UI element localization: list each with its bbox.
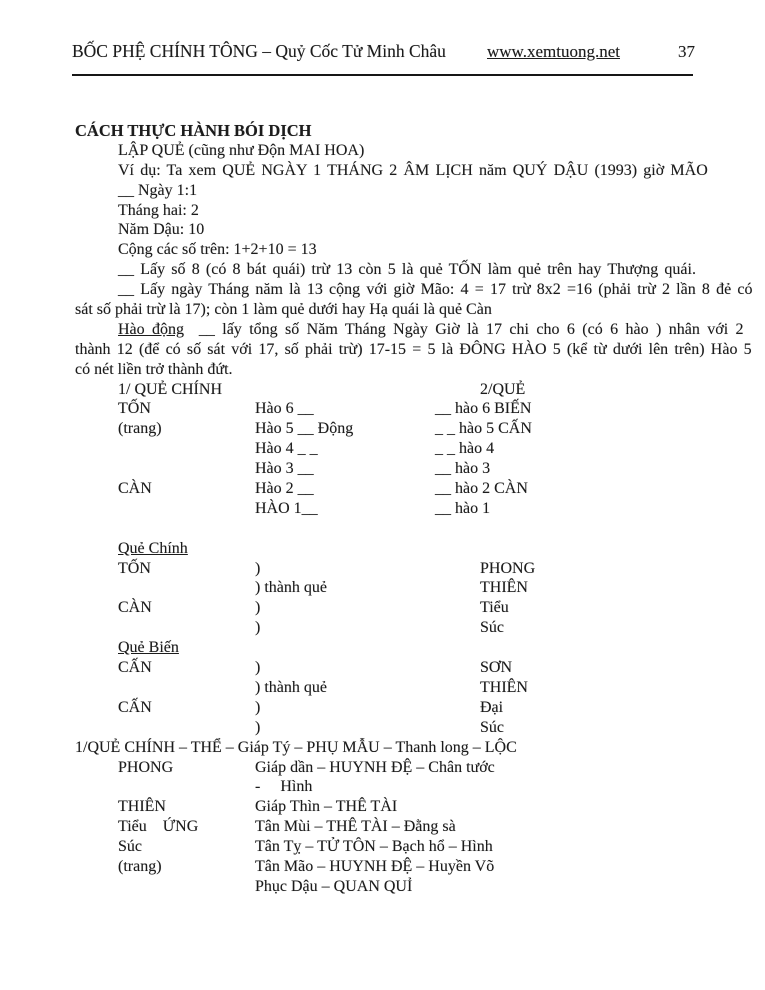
trigram-label: [118, 678, 255, 698]
hexagram-name-part: [118, 877, 255, 897]
hexagram-row: [118, 479, 715, 499]
line-changed: __ hào 6 BIẾN: [435, 400, 532, 418]
hexagram-name-part: THIÊN: [118, 798, 166, 816]
text-line: __ Lấy số 8 (có 8 bát quái) trừ 13 còn 5 là quẻ TỐN làm quẻ trên hay Thượng quái.: [118, 261, 696, 279]
result-name: SƠN: [480, 659, 513, 677]
line-attribution: Tân Mùi – THÊ TÀI – Đằng sà: [255, 818, 456, 836]
line-main: Hào 2 __: [255, 480, 314, 498]
line-main: Hào 6 __: [255, 400, 314, 418]
page-number: 37: [678, 42, 695, 61]
text-line: thành 12 (để có số sát với 17, số phải trừ) 17-15 = 5 là ĐÔNG HÀO 5 (kể từ dưới lên trên) Hào 5: [75, 340, 752, 358]
line-attribution: Giáp dần – HUYNH ĐỆ – Chân tước: [255, 758, 495, 776]
hexagram-row: [118, 439, 715, 459]
line-main: HÀO 1__: [255, 499, 318, 517]
trigram-label: [118, 578, 255, 598]
trigram-label: (trang): [118, 420, 162, 438]
main-hexagram-header: 1/ QUẺ CHÍNH: [118, 380, 222, 398]
result-name: Súc: [480, 718, 504, 736]
transform-row: [118, 658, 715, 678]
line-changed: __ hào 1: [435, 499, 491, 517]
line-main: Hào 4 _ _: [255, 440, 318, 458]
text-line-hao-dong: [75, 320, 744, 340]
que-chinh-label: Quẻ Chính: [118, 539, 188, 557]
page-content: [75, 121, 753, 897]
hexagram-name-part: [118, 777, 255, 797]
brace: ): [255, 599, 261, 617]
text-line: Cộng các số trên: 1+2+10 = 13: [118, 241, 317, 259]
hexagram-table-header: [118, 380, 715, 400]
trigram-label: TỐN: [118, 400, 151, 418]
line-attribution: Giáp Thìn – THÊ TÀI: [255, 798, 398, 816]
website-link[interactable]: www.xemtuong.net: [487, 42, 620, 61]
que-bien-label: Quẻ Biến: [118, 639, 179, 657]
spacer: [75, 519, 715, 539]
hexagram-name-part: PHONG: [118, 758, 174, 776]
hexagram-row: [118, 399, 715, 419]
brace: ): [255, 718, 261, 736]
hexagram-row: [118, 499, 715, 519]
line-changed: _ _ hào 4: [435, 440, 495, 458]
line-changed: __ hào 3: [435, 460, 491, 478]
line-attribution: - Hình: [255, 778, 313, 796]
analysis-row: [118, 758, 715, 778]
analysis-row: [118, 877, 715, 897]
result-name: THIÊN: [480, 579, 528, 597]
text-line: __ Ngày 1:1: [118, 181, 198, 199]
hexagram-name-part: Súc: [118, 838, 142, 856]
brace: ): [255, 698, 261, 716]
analysis-row: [118, 777, 715, 797]
line-attribution: Tân Tỵ – TỬ TÔN – Bạch hổ – Hình: [255, 838, 493, 856]
result-name: Tiểu: [480, 599, 509, 617]
trigram-label: [118, 439, 255, 459]
header-divider: [72, 74, 693, 76]
hexagram-name-part: Tiểu ỨNG: [118, 818, 199, 836]
transform-row: [118, 698, 715, 718]
line-attribution: Phục Dậu – QUAN QUỈ: [255, 877, 413, 895]
brace: ) thành quẻ: [255, 678, 327, 696]
line-changed: _ _ hào 5 CẤN: [435, 420, 532, 438]
result-name: PHONG: [480, 559, 536, 577]
transform-row: [118, 678, 715, 698]
hexagram-name-part: (trang): [118, 857, 162, 875]
analysis-row: [118, 857, 715, 877]
text-line: Năm Dậu: 10: [118, 221, 205, 239]
text-line: sát số phải trừ là 17); còn 1 làm quẻ dưới hay Hạ quái là quẻ Càn: [75, 301, 492, 319]
underlined-term: Hào động: [118, 320, 185, 338]
text-line: có nét liền trở thành đứt.: [75, 360, 233, 378]
trigram-label: TỐN: [118, 559, 151, 577]
trigram-label: CÀN: [118, 480, 152, 498]
running-title: BỐC PHỆ CHÍNH TÔNG – Quỷ Cốc Tử Minh Châu: [72, 41, 446, 61]
brace: ) thành quẻ: [255, 579, 327, 597]
brace: ): [255, 619, 261, 637]
analysis-row: [118, 817, 715, 837]
analysis-title: 1/QUẺ CHÍNH – THỂ – Giáp Tý – PHỤ MẪU – Thanh long – LỘC: [75, 738, 517, 756]
text-run: __ lấy tổng số Năm Tháng Ngày Giờ là 17 chi cho 6 (có 6 hào ) nhân với 2: [184, 320, 744, 338]
text-line: Ví dụ: Ta xem QUẺ NGÀY 1 THÁNG 2 ÂM LỊCH năm QUÝ DẬU (1993) giờ MÃO: [118, 161, 708, 179]
subsection-label: [75, 638, 715, 658]
result-name: Đại: [480, 698, 504, 716]
trigram-label: [118, 499, 255, 519]
line-changed: __ hào 2 CÀN: [435, 480, 528, 498]
text-line: __ Lấy ngày Tháng năm là 13 cộng với giờ Mão: 4 = 17 trừ 8x2 =16 (phải trừ 2 lần 8 đẻ có: [118, 281, 753, 299]
brace: ): [255, 659, 261, 677]
trigram-label: [118, 459, 255, 479]
line-main: Hào 5 __ Động: [255, 420, 354, 438]
line-main: Hào 3 __: [255, 460, 314, 478]
changed-hexagram-header: 2/QUẺ: [480, 380, 526, 398]
result-name: Súc: [480, 619, 504, 637]
transform-row: [118, 618, 715, 638]
trigram-label: CÀN: [118, 599, 152, 617]
result-name: THIÊN: [480, 678, 528, 696]
analysis-row: [118, 797, 715, 817]
analysis-row: [118, 837, 715, 857]
text-line: LẬP QUẺ (cũng như Độn MAI HOA): [118, 141, 365, 159]
section-heading: CÁCH THỰC HÀNH BÓI DỊCH: [75, 121, 312, 140]
transform-row: [118, 598, 715, 618]
trigram-label: [118, 718, 255, 738]
transform-row: [118, 578, 715, 598]
text-line: Tháng hai: 2: [118, 201, 199, 219]
trigram-label: CẤN: [118, 659, 152, 677]
brace: ): [255, 559, 261, 577]
transform-row: [118, 559, 715, 579]
transform-row: [118, 718, 715, 738]
trigram-label: [118, 618, 255, 638]
line-attribution: Tân Mão – HUYNH ĐỆ – Huyền Võ: [255, 857, 495, 875]
hexagram-row: [118, 459, 715, 479]
subsection-label: [75, 539, 715, 559]
hexagram-row: [118, 419, 715, 439]
trigram-label: CẤN: [118, 698, 152, 716]
